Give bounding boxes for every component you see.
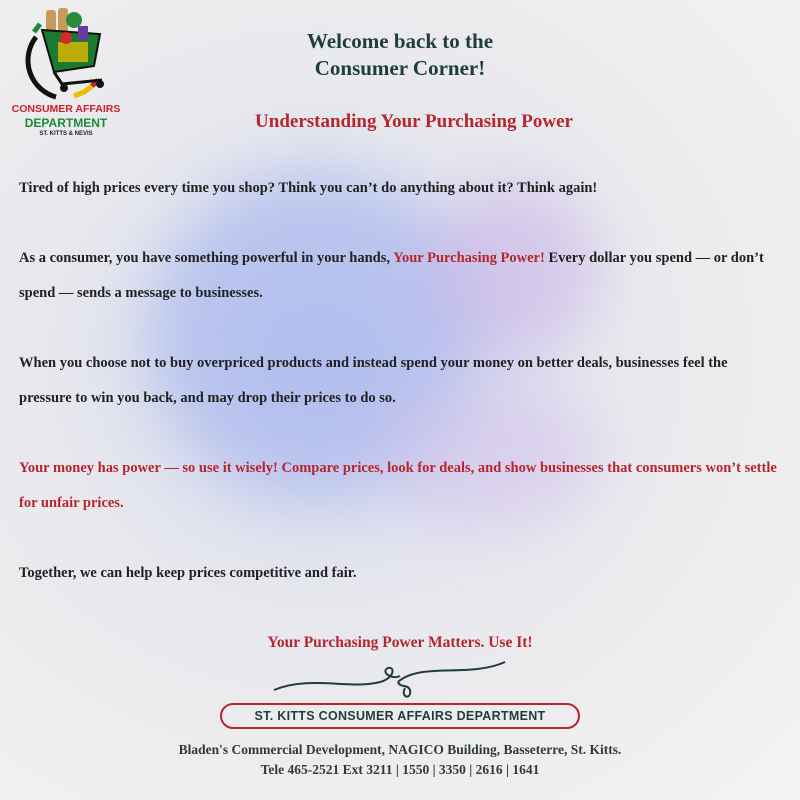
logo-line-3: ST. KITTS & NEVIS xyxy=(39,131,93,137)
contact-info xyxy=(0,740,800,780)
article-body xyxy=(19,171,782,626)
logo-line-1: CONSUMER AFFAIRS xyxy=(11,103,121,115)
department-name-badge: ST. KITTS CONSUMER AFFAIRS DEPARTMENT xyxy=(220,703,580,729)
tagline: Your Purchasing Power Matters. Use It! xyxy=(267,634,533,651)
paragraph-5: Together, we can help keep prices competitive and fair. xyxy=(19,565,357,581)
address: Bladen's Commercial Development, NAGICO Building, Basseterre, St. Kitts. xyxy=(178,742,622,757)
title-line-1: Welcome back to the xyxy=(306,29,494,53)
flourish-divider-icon xyxy=(270,660,540,705)
paragraph-3: When you choose not to buy overpriced products and instead spend your money on better deals, businesses feel the pressure to win you back, and may drop their prices to do so. xyxy=(19,355,728,406)
page-title xyxy=(0,28,800,82)
paragraph-1: Tired of high prices every time you shop? Think you can’t do anything about it? Think again! xyxy=(19,180,598,196)
purchasing-power-highlight: Your Purchasing Power! xyxy=(393,250,545,266)
title-line-2: Consumer Corner! xyxy=(314,56,486,80)
paragraph-4: Your money has power — so use it wisely! Compare prices, look for deals, and show businesses that consumers won’t settle for unfair prices. xyxy=(19,460,777,511)
page-subtitle: Understanding Your Purchasing Power xyxy=(255,111,573,132)
paragraph-2-text-end: Every dollar you spend — or don’t spend — sends a message to businesses. xyxy=(19,250,764,301)
paragraph-2-text: As a consumer, you have something powerful in your hands, xyxy=(19,250,394,266)
paragraph-2 xyxy=(19,241,782,311)
phone-numbers: Tele 465-2521 Ext 3211 | 1550 | 3350 | 2616 | 1641 xyxy=(260,762,540,777)
logo-line-2: DEPARTMENT xyxy=(24,116,108,130)
